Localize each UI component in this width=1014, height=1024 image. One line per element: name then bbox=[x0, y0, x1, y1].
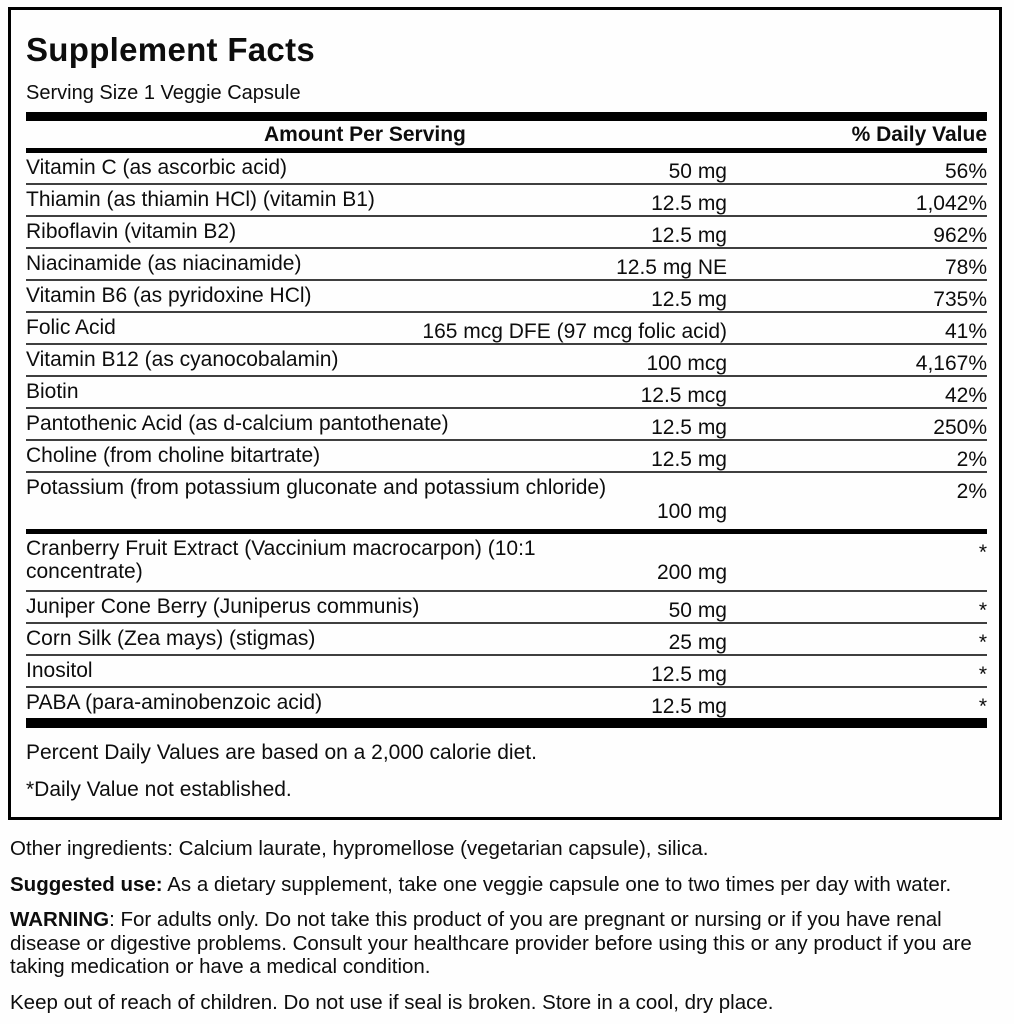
row-name: Vitamin B6 (as pyridoxine HCl) bbox=[26, 284, 312, 307]
row-amount: 12.5 mg bbox=[651, 288, 727, 311]
table-header-row bbox=[26, 121, 987, 148]
row-amount: 50 mg bbox=[668, 599, 727, 622]
suggested-use-text: Suggested use: As a dietary supplement, take one veggie capsule one to two times per day with water. bbox=[10, 872, 952, 896]
other-ingredients-text: Other ingredients: Calcium laurate, hypromellose (vegetarian capsule), silica. bbox=[10, 837, 709, 860]
row-daily-value: * bbox=[978, 695, 987, 718]
row-amount: 12.5 mg bbox=[651, 448, 727, 471]
row-daily-value: * bbox=[978, 663, 987, 686]
row-daily-value: 78% bbox=[944, 256, 987, 279]
supplement-row bbox=[26, 654, 987, 686]
supplement-row bbox=[26, 247, 987, 279]
row-name: Folic Acid bbox=[26, 316, 116, 339]
supplement-row bbox=[26, 407, 987, 439]
row-daily-value: 42% bbox=[944, 384, 987, 407]
row-amount: 12.5 mg bbox=[651, 192, 727, 215]
row-name: Cranberry Fruit Extract (Vaccinium macrocarpon) (10:1 bbox=[26, 537, 536, 560]
supplement-row bbox=[26, 279, 987, 311]
daily-values-footnote: Percent Daily Values are based on a 2,000 calorie diet. bbox=[26, 741, 537, 764]
row-name: Juniper Cone Berry (Juniperus communis) bbox=[26, 595, 420, 618]
row-daily-value: 735% bbox=[933, 288, 987, 311]
supplement-row bbox=[26, 590, 987, 622]
warning-text: WARNING: For adults only. Do not take this product of you are pregnant or nursing or if you have renal disease or digestive problems. Consult your healthcare provider before using this or any product if you are taking medication or have a medical condition. bbox=[10, 908, 972, 978]
supplement-row bbox=[26, 215, 987, 247]
row-name: Riboflavin (vitamin B2) bbox=[26, 220, 237, 243]
not-established-footnote: *Daily Value not established. bbox=[26, 778, 292, 801]
row-daily-value: 962% bbox=[933, 224, 987, 247]
row-name: Potassium (from potassium gluconate and potassium chloride) bbox=[26, 476, 607, 499]
row-name: Vitamin C (as ascorbic acid) bbox=[26, 156, 288, 179]
row-daily-value: 2% bbox=[956, 448, 987, 471]
row-amount: 12.5 mg bbox=[651, 695, 727, 718]
row-daily-value: * bbox=[978, 541, 987, 564]
supplement-row bbox=[26, 183, 987, 215]
daily-value-column-header: % Daily Value bbox=[851, 123, 987, 146]
supplement-row bbox=[26, 375, 987, 407]
row-name: Inositol bbox=[26, 659, 93, 682]
row-daily-value: * bbox=[978, 599, 987, 622]
row-daily-value: 4,167% bbox=[915, 352, 987, 375]
row-daily-value: 1,042% bbox=[915, 192, 987, 215]
supplement-row bbox=[26, 153, 987, 183]
row-amount: 200 mg bbox=[656, 561, 727, 584]
row-name: Vitamin B12 (as cyanocobalamin) bbox=[26, 348, 339, 371]
row-amount: 50 mg bbox=[668, 160, 727, 183]
botanicals-rows-section bbox=[26, 534, 987, 718]
row-amount: 12.5 mcg bbox=[640, 384, 727, 407]
row-amount: 12.5 mg bbox=[651, 663, 727, 686]
vitamins-rows-section bbox=[26, 153, 987, 529]
row-amount: 100 mcg bbox=[646, 352, 727, 375]
supplement-row bbox=[26, 534, 987, 590]
row-daily-value: 2% bbox=[956, 480, 987, 503]
storage-text: Keep out of reach of children. Do not use if seal is broken. Store in a cool, dry place. bbox=[10, 990, 774, 1014]
supplement-info-section bbox=[0, 837, 1014, 1014]
divider-bar-bottom bbox=[26, 718, 987, 728]
row-name: Corn Silk (Zea mays) (stigmas) bbox=[26, 627, 316, 650]
row-daily-value: 56% bbox=[944, 160, 987, 183]
row-amount: 12.5 mg bbox=[651, 416, 727, 439]
row-amount: 12.5 mg bbox=[651, 224, 727, 247]
suggested-use-label: Suggested use: bbox=[10, 872, 163, 896]
supplement-row bbox=[26, 311, 987, 343]
row-daily-value: 250% bbox=[933, 416, 987, 439]
row-amount: 12.5 mg NE bbox=[616, 256, 727, 279]
row-daily-value: * bbox=[978, 631, 987, 654]
row-name: Niacinamide (as niacinamide) bbox=[26, 252, 302, 275]
warning-label: WARNING bbox=[10, 908, 110, 931]
supplement-row bbox=[26, 439, 987, 471]
supplement-row bbox=[26, 343, 987, 375]
supplement-row bbox=[26, 471, 987, 529]
supplement-facts-panel bbox=[8, 7, 1002, 820]
supplement-row bbox=[26, 622, 987, 654]
supplement-row bbox=[26, 686, 987, 718]
row-name: Biotin bbox=[26, 380, 79, 403]
panel-title: Supplement Facts bbox=[26, 31, 316, 68]
row-amount: 165 mcg DFE (97 mcg folic acid) bbox=[422, 320, 727, 343]
row-amount: 25 mg bbox=[668, 631, 727, 654]
row-name: PABA (para-aminobenzoic acid) bbox=[26, 691, 323, 714]
row-name: Choline (from choline bitartrate) bbox=[26, 444, 321, 467]
serving-size-text: Serving Size 1 Veggie Capsule bbox=[26, 82, 301, 104]
row-daily-value: 41% bbox=[944, 320, 987, 343]
row-amount: 100 mg bbox=[656, 500, 727, 523]
row-name: Thiamin (as thiamin HCl) (vitamin B1) bbox=[26, 188, 375, 211]
row-name-continued: concentrate) bbox=[26, 560, 143, 583]
row-name: Pantothenic Acid (as d-calcium pantothenate) bbox=[26, 412, 449, 435]
amount-column-header: Amount Per Serving bbox=[264, 123, 466, 146]
divider-bar-thick bbox=[26, 112, 987, 121]
